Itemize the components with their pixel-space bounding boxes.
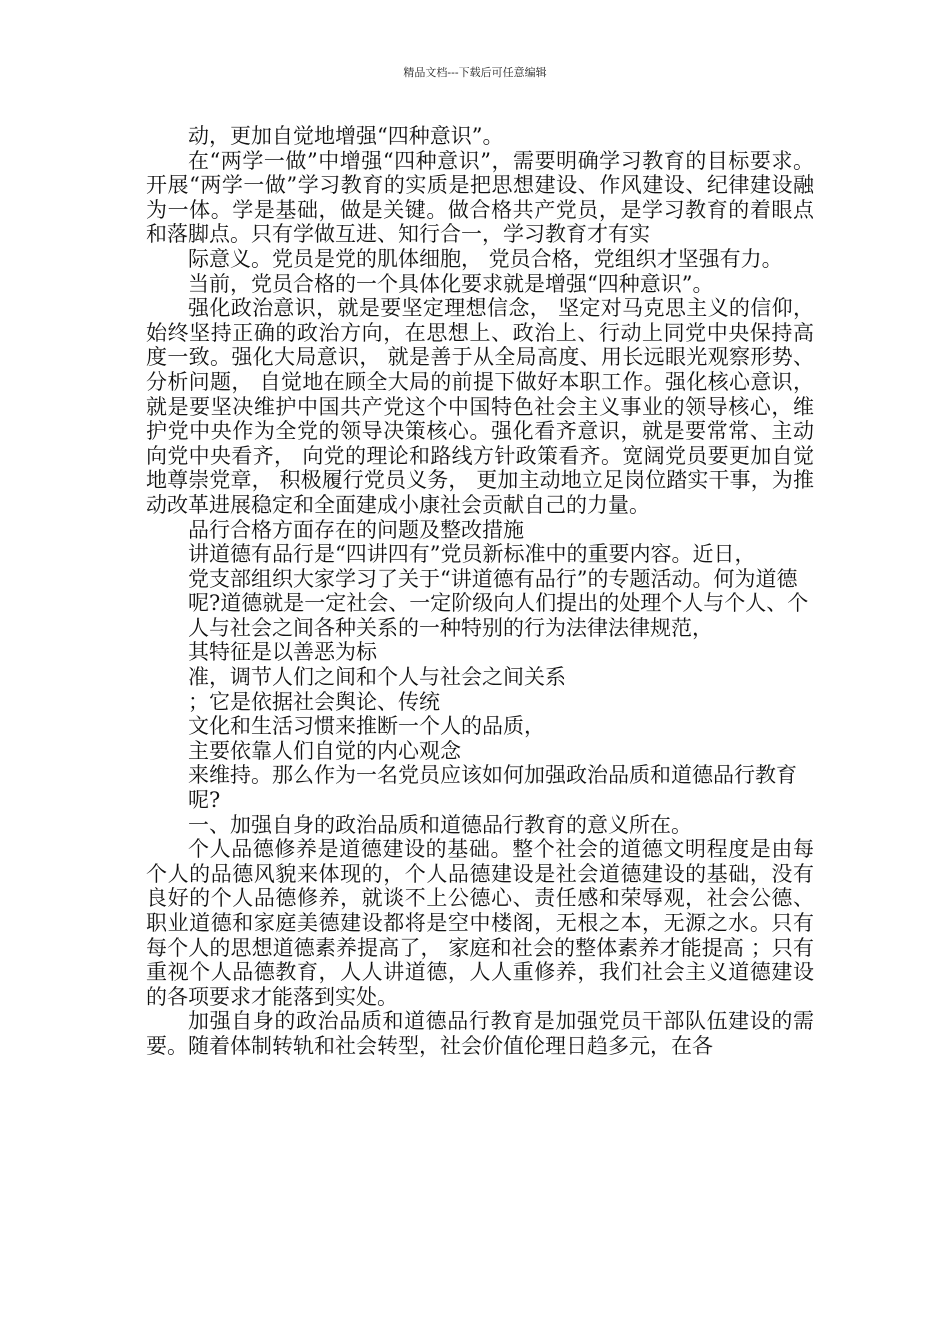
paragraph: 动，更加自觉地增强“四种意识”。 [188, 124, 504, 148]
paragraph: 主要依靠人们自觉的内心观念 [188, 738, 461, 763]
paragraph: 呢?道德就是一定社会、一定阶级向人们提出的处理个人与个人、个 [188, 591, 809, 616]
paragraph: 党支部组织大家学习了关于“讲道德有品行”的专题活动。何为道德 [188, 566, 798, 591]
paragraph: 强化政治意识，就是要坚定理想信念， 坚定对马克思主义的信仰，始终坚持正确的政治方向，在思想上、政治上、行动上同党中央保持高度一致。强化大局意识， 就是善于从全局高度、用长远眼光观察形势、分析问题， 自觉地在顾全大局的前提下做好本职工作。强化核心意识，就是要坚决维护中国共产党这个中国特色社会主义事业的领导核心，维护党中央作为全党的领导决策核心。强化看齐意识，就是要常常、主动向党中央看齐， 向党的理论和路线方针政策看齐。宽阔党员要更加自觉地尊崇党章， 积极履行党员义务， 更加主动地立足岗位踏实干事，为推动改革进展稳定和全面建成小康社会贡献自己的力量。 [146, 296, 814, 517]
page-header-note: 精品文档---下载后可任意编辑 [403, 66, 547, 79]
paragraph: 讲道德有品行是“四讲四有”党员新标准中的重要内容。近日， [188, 542, 756, 567]
section-heading: 品行合格方面存在的问题及整改措施 [188, 517, 524, 542]
paragraph: 其特征是以善恶为标 [188, 640, 377, 665]
paragraph: 在“两学一做”中增强“四种意识”，需要明确学习教育的目标要求。开展“两学一做”学习教育的实质是把思想建设、作风建设、纪律建设融为一体。学是基础，做是关键。做合格共产党员，是学习教育的着眼点和落脚点。只有学做互进、知行合一，学习教育才有实 [146, 148, 814, 247]
paragraph: 来维持。那么作为一名党员应该如何加强政治品质和道德品行教育 [188, 763, 797, 788]
paragraph: 人与社会之间各种关系的一种特别的行为法律法律规范， [188, 615, 713, 640]
document-body [146, 124, 814, 1059]
section-heading: 一、加强自身的政治品质和道德品行教育的意义所在。 [188, 812, 692, 837]
paragraph: ；它是依据社会舆论、传统 [188, 689, 440, 714]
paragraph: 文化和生活习惯来推断一个人的品质， [188, 714, 545, 739]
paragraph: 当前，党员合格的一个具体化要求就是增强“四种意识”。 [188, 271, 714, 296]
paragraph: 准，调节人们之间和个人与社会之间关系 [188, 665, 566, 690]
paragraph: 个人品德修养是道德建设的基础。整个社会的道德文明程度是由每个人的品德风貌来体现的，个人品德建设是社会道德建设的基础，没有良好的个人品德修养，就谈不上公德心、责任感和荣辱观，社会公德、职业道德和家庭美德建设都将是空中楼阁，无根之本，无源之水。只有每个人的思想道德素养提高了， 家庭和社会的整体素养才能提高 ；只有重视个人品德教育，人人讲道德，人人重修养，我们社会主义道德建设的各项要求才能落到实处。 [146, 837, 814, 1009]
paragraph: 际意义。党员是党的肌体细胞， 党员合格，党组织才坚强有力。 [188, 246, 783, 271]
paragraph: 加强自身的政治品质和道德品行教育是加强党员干部队伍建设的需要。随着体制转轨和社会转型，社会价值伦理日趋多元，在各 [146, 1009, 814, 1058]
paragraph: 呢? [188, 788, 221, 813]
